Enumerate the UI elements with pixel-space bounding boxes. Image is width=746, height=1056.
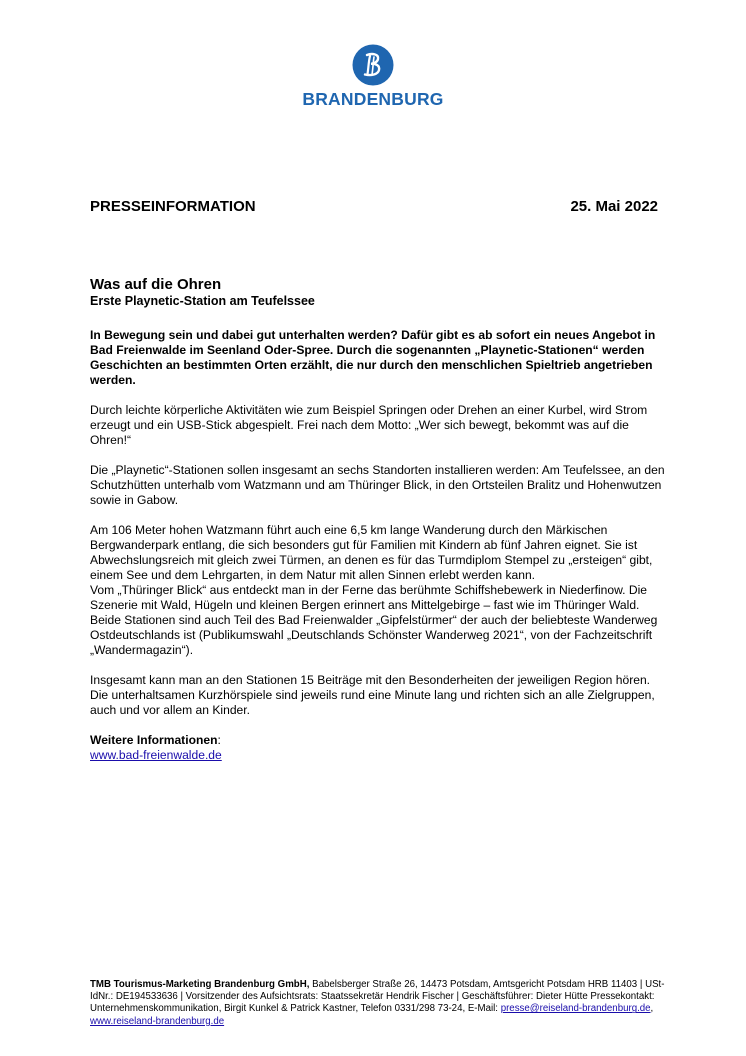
more-info [90,733,670,748]
company-footer [90,979,670,1028]
more-info-link[interactable]: www.bad-freienwalde.de [90,748,222,762]
paragraph-gipfelstuermer: Beide Stationen sind auch Teil des Bad Freienwalder „Gipfelstürmer“ der auch der beliebteste Wanderweg Ostdeutschlands ist (Publikumswahl „Deutschlands Schönster Wanderweg 2021“, von der Fachzeitschrift „Wandermagazin“). [90,613,658,657]
press-date: 25. Mai 2022 [570,198,658,215]
paragraph-locations: Die „Playnetic“-Stationen sollen insgesamt an sechs Standorten installieren werden: Am Teufelssee, an den Schutzhütten unterhalb vom Watzmann und am Thüringer Blick, in den Ortsteilen Bralitz und Hohenwutzen sowie in Gabow. [90,463,665,507]
footer-text: Babelsberger Straße 26, 14473 Potsdam, Amtsgericht Potsdam HRB 11403 | USt-IdNr.: DE194533636 | Vorsitzender des Aufsichtsrats: Staatssekretär Hendrik Fischer | Geschäftsführer: Dieter Hütte Pressekontakt: Unternehmenskommunikation, Birgit Kunkel & Patrick Kastner, Telefon 0331/298 73-24, E-Mail: [90,979,665,1015]
paragraph-thueringer-blick: Vom „Thüringer Blick“ aus entdeckt man in der Ferne das berühmte Schiffshebewerk in Niederfinow. Die Szenerie mit Wald, Hügeln und kleinen Bergen erinnert ans Mittelgebirge – fast wie im Thüringer Wald. [90,583,648,612]
brandenburg-emblem-icon [352,44,394,86]
logo-wordmark: BRANDENBURG [302,89,444,109]
more-info-colon: : [217,733,221,747]
paragraph-activity: Durch leichte körperliche Aktivitäten wie zum Beispiel Springen oder Drehen an einer Kurbel, wird Strom erzeugt und ein USB-Stick abgespielt. Frei nach dem Motto: „Wer sich bewegt, bekommt was auf die Ohren!“ [90,403,648,447]
document-header [90,198,658,215]
press-info-label: PRESSEINFORMATION [90,198,256,215]
paragraph-contributions: Insgesamt kann man an den Stationen 15 Beiträge mit den Besonderheiten der jeweiligen Region hören. Die unterhaltsamen Kurzhörspiele sind jeweils rund eine Minute lang und richten sich an alle Zielgruppen, auch und vor allem an Kinder. [90,673,655,717]
brand-logo [0,44,746,110]
article-subtitle: Erste Playnetic-Station am Teufelssee [90,294,315,308]
footer-separator: , [650,1003,654,1015]
article-body [90,276,670,763]
footer-website-link[interactable]: www.reiseland-brandenburg.de [90,1015,225,1027]
article-title: Was auf die Ohren [90,276,222,293]
paragraph-watzmann: Am 106 Meter hohen Watzmann führt auch eine 6,5 km lange Wanderung durch den Märkischen Bergwanderpark entlang, die sich besonders gut für Familien mit Kindern ab fünf Jahren eignet. Sie ist Abwechslungsreich mit gleich zwei Türmen, an denen es für das Turmdiplom Stempel zu „ersteigen“ gibt, einem See und dem Lehrgarten, in dem Natur mit allen Sinnen erlebt werden kann. [90,523,653,582]
footer-email-link[interactable]: presse@reiseland-brandenburg.de [500,1003,651,1015]
article-lead: In Bewegung sein und dabei gut unterhalten werden? Dafür gibt es ab sofort ein neues Angebot in Bad Freienwalde im Seenland Oder-Spree. Durch die sogenannten „Playnetic-Stationen“ werden Geschichten an bestimmten Orten erzählt, die nur durch den menschlichen Spieltrieb angetrieben werden. [90,328,656,387]
more-info-label: Weitere Informationen [90,733,218,747]
footer-company: TMB Tourismus-Marketing Brandenburg GmbH, [90,979,310,990]
